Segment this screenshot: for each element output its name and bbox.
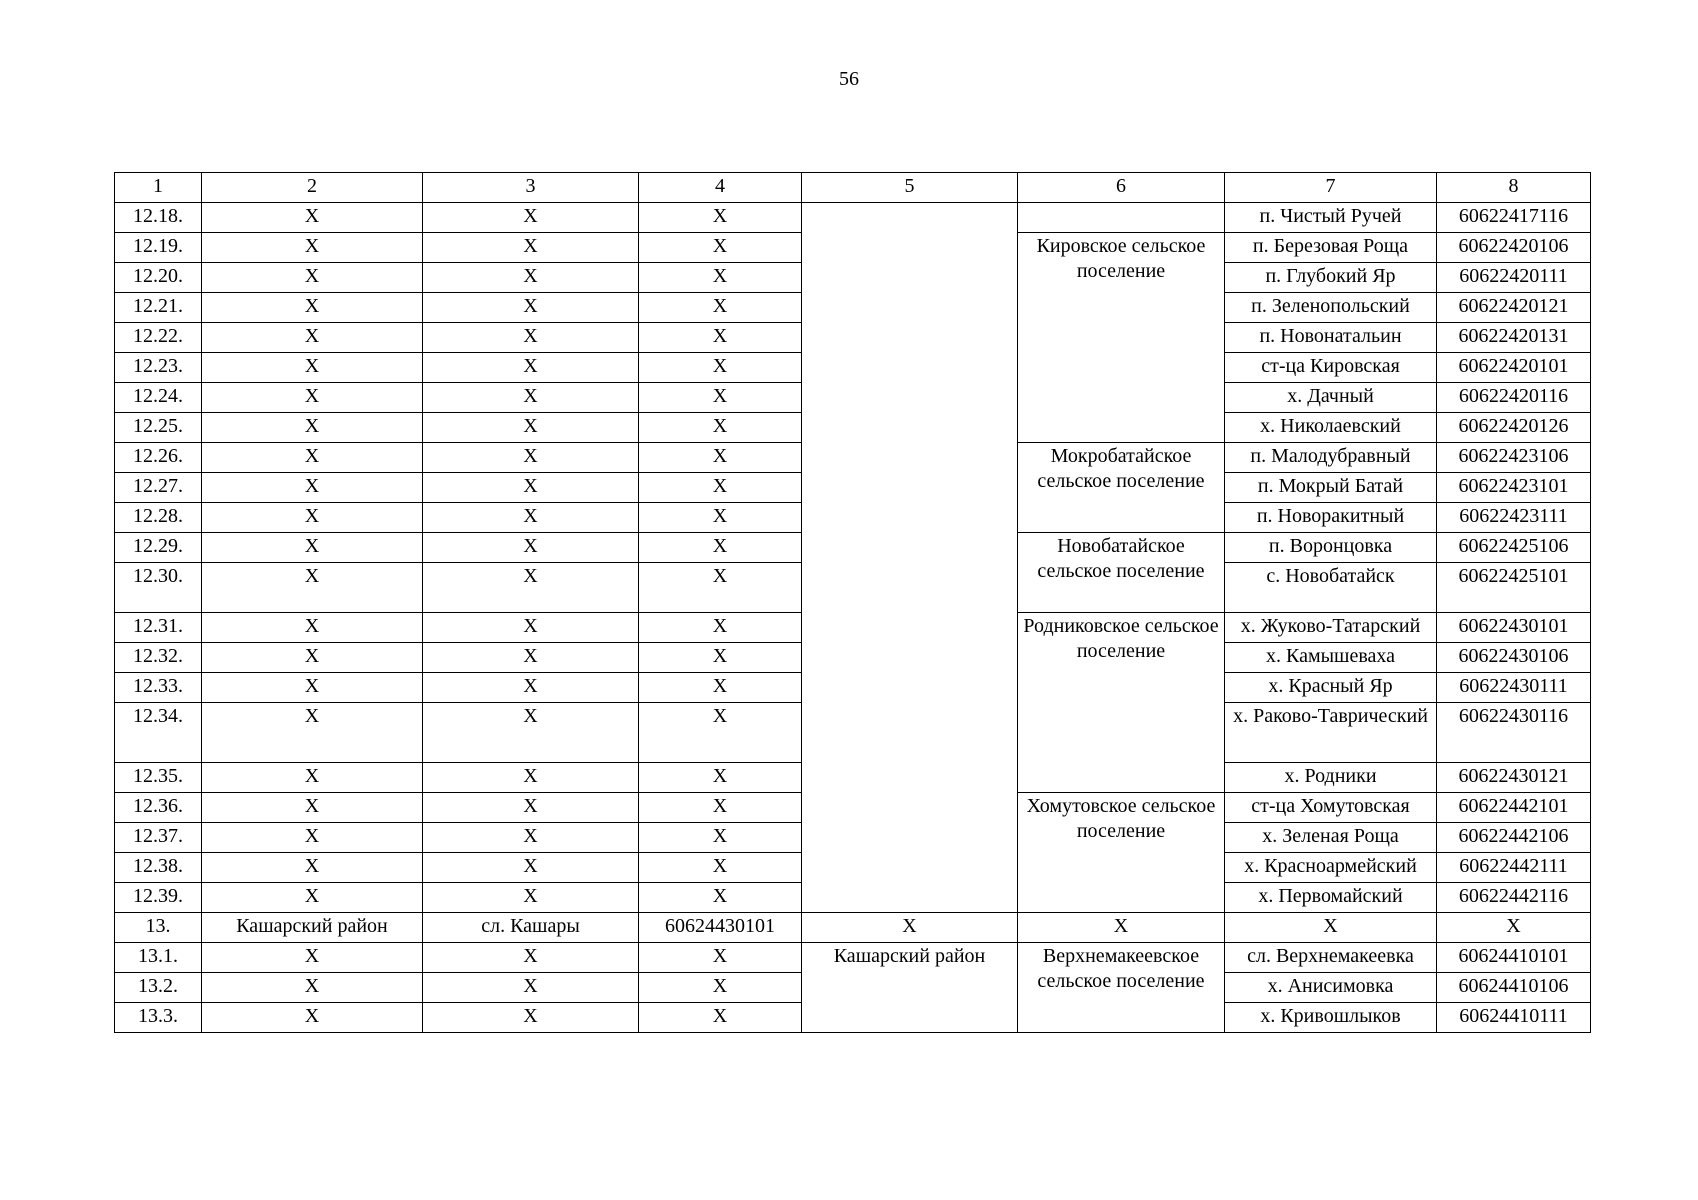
column-4-cell: X (639, 233, 802, 263)
district-row-cell: 13. (115, 913, 202, 943)
code-cell: 60622420106 (1437, 233, 1591, 263)
column-3-cell: X (423, 613, 639, 643)
settlement-cell: Верхнемакеевское сельское поселение (1018, 943, 1225, 1033)
row-number-cell: 13.2. (115, 973, 202, 1003)
code-cell: 60622420111 (1437, 263, 1591, 293)
district-cell: Кашарский район (802, 943, 1018, 1033)
column-3-cell: X (423, 293, 639, 323)
row-number-cell: 12.29. (115, 533, 202, 563)
column-4-cell: X (639, 853, 802, 883)
column-4-cell: X (639, 563, 802, 613)
column-3-cell: X (423, 823, 639, 853)
column-4-cell: X (639, 703, 802, 763)
column-2-cell: X (202, 563, 423, 613)
column-2-cell: X (202, 233, 423, 263)
locality-cell: х. Красный Яр (1225, 673, 1437, 703)
column-3-cell: X (423, 413, 639, 443)
column-3-cell: X (423, 563, 639, 613)
column-3-cell: X (423, 1003, 639, 1033)
code-cell: 60622430116 (1437, 703, 1591, 763)
district-row-cell: Кашарский район (202, 913, 423, 943)
locality-cell: х. Жуково-Татарский (1225, 613, 1437, 643)
locality-cell: п. Новоракитный (1225, 503, 1437, 533)
column-2-cell: X (202, 413, 423, 443)
header-cell: 5 (802, 173, 1018, 203)
column-3-cell: X (423, 673, 639, 703)
row-number-cell: 12.24. (115, 383, 202, 413)
code-cell: 60624410106 (1437, 973, 1591, 1003)
column-2-cell: X (202, 1003, 423, 1033)
locality-cell: п. Новонатальин (1225, 323, 1437, 353)
district-row-cell: X (1437, 913, 1591, 943)
column-2-cell: X (202, 703, 423, 763)
column-4-cell: X (639, 973, 802, 1003)
settlements-table (114, 172, 1591, 1033)
column-4-cell: X (639, 943, 802, 973)
column-4-cell: X (639, 1003, 802, 1033)
row-number-cell: 12.33. (115, 673, 202, 703)
column-4-cell: X (639, 413, 802, 443)
row-number-cell: 13.1. (115, 943, 202, 973)
column-3-cell: X (423, 883, 639, 913)
locality-cell: х. Анисимовка (1225, 973, 1437, 1003)
code-cell: 60622425106 (1437, 533, 1591, 563)
district-row-cell: X (802, 913, 1018, 943)
row-number-cell: 12.32. (115, 643, 202, 673)
code-cell: 60622420101 (1437, 353, 1591, 383)
code-cell: 60622442101 (1437, 793, 1591, 823)
column-4-cell: X (639, 613, 802, 643)
column-3-cell: X (423, 643, 639, 673)
column-4-cell: X (639, 823, 802, 853)
column-3-cell: X (423, 233, 639, 263)
row-number-cell: 12.22. (115, 323, 202, 353)
row-number-cell: 12.34. (115, 703, 202, 763)
locality-cell: п. Малодубравный (1225, 443, 1437, 473)
row-number-cell: 12.27. (115, 473, 202, 503)
column-4-cell: X (639, 533, 802, 563)
column-3-cell: X (423, 763, 639, 793)
column-4-cell: X (639, 793, 802, 823)
column-4-cell: X (639, 323, 802, 353)
row-number-cell: 12.25. (115, 413, 202, 443)
code-cell: 60624410101 (1437, 943, 1591, 973)
locality-cell: х. Первомайский (1225, 883, 1437, 913)
code-cell: 60622430121 (1437, 763, 1591, 793)
code-cell: 60622430101 (1437, 613, 1591, 643)
locality-cell: х. Зеленая Роща (1225, 823, 1437, 853)
column-2-cell: X (202, 353, 423, 383)
column-2-cell: X (202, 263, 423, 293)
code-cell: 60622423106 (1437, 443, 1591, 473)
locality-cell: х. Кривошлыков (1225, 1003, 1437, 1033)
header-cell: 4 (639, 173, 802, 203)
column-2-cell: X (202, 673, 423, 703)
column-2-cell: X (202, 973, 423, 1003)
locality-cell: х. Раково-Таврический (1225, 703, 1437, 763)
settlement-cell: Кировское сельское поселение (1018, 233, 1225, 443)
row-number-cell: 12.35. (115, 763, 202, 793)
row-number-cell: 12.38. (115, 853, 202, 883)
column-4-cell: X (639, 353, 802, 383)
table-body (115, 173, 1591, 1033)
column-4-cell: X (639, 883, 802, 913)
column-3-cell: X (423, 263, 639, 293)
district-row (115, 913, 1591, 943)
column-4-cell: X (639, 503, 802, 533)
code-cell: 60622420121 (1437, 293, 1591, 323)
code-cell: 60622442111 (1437, 853, 1591, 883)
table-row (115, 203, 1591, 233)
column-2-cell: X (202, 383, 423, 413)
row-number-cell: 12.18. (115, 203, 202, 233)
header-cell: 6 (1018, 173, 1225, 203)
column-2-cell: X (202, 643, 423, 673)
code-cell: 60622417116 (1437, 203, 1591, 233)
code-cell: 60624410111 (1437, 1003, 1591, 1033)
settlement-cell: Новобатайское сельское поселение (1018, 533, 1225, 613)
row-number-cell: 12.23. (115, 353, 202, 383)
column-3-cell: X (423, 973, 639, 1003)
row-number-cell: 12.37. (115, 823, 202, 853)
column-3-cell: X (423, 443, 639, 473)
locality-cell: х. Красноармейский (1225, 853, 1437, 883)
column-4-cell: X (639, 643, 802, 673)
row-number-cell: 12.36. (115, 793, 202, 823)
row-number-cell: 12.31. (115, 613, 202, 643)
row-number-cell: 13.3. (115, 1003, 202, 1033)
column-2-cell: X (202, 613, 423, 643)
column-3-cell: X (423, 943, 639, 973)
column-2-cell: X (202, 503, 423, 533)
column-4-cell: X (639, 263, 802, 293)
column-3-cell: X (423, 793, 639, 823)
locality-cell: п. Березовая Роща (1225, 233, 1437, 263)
column-3-cell: X (423, 203, 639, 233)
column-2-cell: X (202, 763, 423, 793)
column-4-cell: X (639, 673, 802, 703)
header-cell: 1 (115, 173, 202, 203)
column-2-cell: X (202, 943, 423, 973)
district-row-cell: X (1225, 913, 1437, 943)
column-3-cell: X (423, 383, 639, 413)
row-number-cell: 12.26. (115, 443, 202, 473)
locality-cell: п. Мокрый Батай (1225, 473, 1437, 503)
code-cell: 60622430106 (1437, 643, 1591, 673)
column-2-cell: X (202, 823, 423, 853)
locality-cell: сл. Верхнемакеевка (1225, 943, 1437, 973)
page-number: 56 (839, 68, 859, 90)
locality-cell: х. Дачный (1225, 383, 1437, 413)
code-cell: 60622442106 (1437, 823, 1591, 853)
column-3-cell: X (423, 533, 639, 563)
code-cell: 60622420116 (1437, 383, 1591, 413)
locality-cell: п. Чистый Ручей (1225, 203, 1437, 233)
locality-cell: х. Родники (1225, 763, 1437, 793)
column-3-cell: X (423, 353, 639, 383)
column-2-cell: X (202, 473, 423, 503)
code-cell: 60622420131 (1437, 323, 1591, 353)
settlement-cell: Мокробатайское сельское поселение (1018, 443, 1225, 533)
column-2-cell: X (202, 443, 423, 473)
column-2-cell: X (202, 853, 423, 883)
code-cell: 60622442116 (1437, 883, 1591, 913)
row-number-cell: 12.39. (115, 883, 202, 913)
column-4-cell: X (639, 473, 802, 503)
column-3-cell: X (423, 703, 639, 763)
column-2-cell: X (202, 323, 423, 353)
code-cell: 60622423101 (1437, 473, 1591, 503)
column-2-cell: X (202, 793, 423, 823)
column-3-cell: X (423, 503, 639, 533)
header-row (115, 173, 1591, 203)
settlement-cell-empty (1018, 203, 1225, 233)
header-cell: 3 (423, 173, 639, 203)
code-cell: 60622423111 (1437, 503, 1591, 533)
code-cell: 60622425101 (1437, 563, 1591, 613)
district-row-cell: 60624430101 (639, 913, 802, 943)
district-cell-empty (802, 203, 1018, 913)
row-number-cell: 12.30. (115, 563, 202, 613)
locality-cell: п. Воронцовка (1225, 533, 1437, 563)
locality-cell: ст-ца Хомутовская (1225, 793, 1437, 823)
column-2-cell: X (202, 883, 423, 913)
district-row-cell: сл. Кашары (423, 913, 639, 943)
column-4-cell: X (639, 443, 802, 473)
row-number-cell: 12.28. (115, 503, 202, 533)
column-4-cell: X (639, 383, 802, 413)
column-2-cell: X (202, 293, 423, 323)
header-cell: 8 (1437, 173, 1591, 203)
locality-cell: п. Глубокий Яр (1225, 263, 1437, 293)
row-number-cell: 12.19. (115, 233, 202, 263)
locality-cell: п. Зеленопольский (1225, 293, 1437, 323)
locality-cell: х. Николаевский (1225, 413, 1437, 443)
header-cell: 7 (1225, 173, 1437, 203)
column-2-cell: X (202, 533, 423, 563)
table-row (115, 943, 1591, 973)
column-2-cell: X (202, 203, 423, 233)
locality-cell: ст-ца Кировская (1225, 353, 1437, 383)
header-cell: 2 (202, 173, 423, 203)
column-3-cell: X (423, 473, 639, 503)
column-4-cell: X (639, 203, 802, 233)
district-row-cell: X (1018, 913, 1225, 943)
settlement-cell: Хомутовское сельское поселение (1018, 793, 1225, 913)
column-3-cell: X (423, 853, 639, 883)
locality-cell: х. Камышеваха (1225, 643, 1437, 673)
settlement-cell: Родниковское сельское поселение (1018, 613, 1225, 793)
column-3-cell: X (423, 323, 639, 353)
row-number-cell: 12.20. (115, 263, 202, 293)
code-cell: 60622420126 (1437, 413, 1591, 443)
column-4-cell: X (639, 763, 802, 793)
row-number-cell: 12.21. (115, 293, 202, 323)
column-4-cell: X (639, 293, 802, 323)
code-cell: 60622430111 (1437, 673, 1591, 703)
locality-cell: с. Новобатайск (1225, 563, 1437, 613)
